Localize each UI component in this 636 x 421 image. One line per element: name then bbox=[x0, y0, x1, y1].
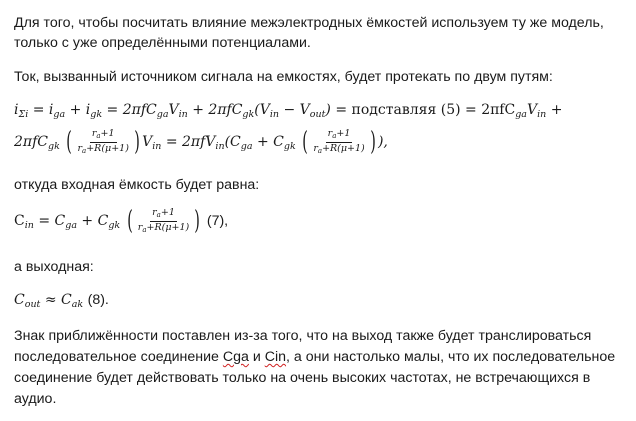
eq2-fraction-group: ( $\frac{r_a+1}{r_a+R(\mu+1)}$ ) bbox=[126, 206, 201, 236]
eq1b-plus-c: + C bbox=[252, 134, 284, 150]
eq1-substitution: = подставляя (5) = 2πfC bbox=[335, 102, 516, 118]
eq1b-start: 2πfC bbox=[14, 134, 49, 150]
eq1b-vin: V bbox=[142, 134, 153, 150]
eq2-cgk-sub: gk bbox=[108, 220, 121, 231]
frac-den-tail: +R(μ+1) bbox=[86, 142, 129, 154]
eq1-vin: V bbox=[168, 102, 179, 118]
eq1-paren-close: ) bbox=[325, 102, 331, 118]
eq1-ik-sub: gk bbox=[90, 109, 103, 120]
eq2-number: (7), bbox=[206, 213, 229, 229]
eq1-lhs: i bbox=[14, 102, 19, 118]
p5-text-c: , а они настолько малы, что их последовательное bbox=[286, 349, 616, 365]
eq2-frac-num-tail: +1 bbox=[160, 206, 175, 218]
eq1-ig-sub: ga bbox=[53, 109, 66, 120]
eq3-approx: ≈ C bbox=[40, 292, 72, 308]
eq1-paren-open: (V bbox=[254, 102, 270, 118]
eq1-term2-sub: gk bbox=[242, 109, 255, 120]
eq1-vout-sub: out bbox=[309, 109, 326, 120]
eq1-paren-vin-sub: in bbox=[269, 109, 280, 120]
frac-num-tail: +1 bbox=[100, 127, 115, 139]
eq1-vin-sub: in bbox=[178, 109, 188, 120]
frac-num-r: r bbox=[91, 127, 97, 139]
frac-num-sub: a bbox=[96, 131, 101, 140]
eq1b-fraction-2 bbox=[311, 129, 366, 156]
p5-cin-spellcheck: Cin bbox=[264, 349, 287, 365]
p5-text-a: последовательное соединение bbox=[14, 349, 223, 365]
eq1-vin-2-sub: in bbox=[537, 109, 547, 120]
paragraph-5-line-3: соединение будет действовать только на очень высоких частотах, не встречающихся в bbox=[14, 370, 591, 386]
frac2-num-r: r bbox=[327, 127, 333, 139]
frac-den-sub: a bbox=[82, 146, 87, 155]
eq1b-fraction-group-2: ( $\frac{r_a+1}{r_a+R(\mu+1)}$ ) bbox=[302, 127, 376, 157]
eq3-lhs-sub: out bbox=[24, 299, 41, 310]
paragraph-4: а выходная: bbox=[14, 259, 94, 275]
eq2-cga-sub: ga bbox=[65, 220, 77, 231]
paragraph-3: откуда входная ёмкость будет равна: bbox=[14, 177, 260, 193]
paragraph-1-line-2: только с уже определёнными потенциалами. bbox=[14, 35, 311, 51]
eq1b-fraction-1 bbox=[75, 129, 130, 156]
frac2-num-sub: a bbox=[332, 131, 337, 140]
eq3-lhs: C bbox=[14, 292, 25, 308]
paragraph-5-line-4: аудио. bbox=[14, 391, 57, 407]
equation-2 bbox=[14, 206, 228, 241]
eq1-term1-sub: ga bbox=[156, 109, 169, 120]
eq2-frac-den-sub: a bbox=[142, 225, 147, 234]
eq1-term2: + 2πfC bbox=[192, 102, 243, 118]
eq1b-closing: ), bbox=[377, 134, 388, 150]
paragraph-1-line-1: Для того, чтобы посчитать влияние межэлектродных ёмкостей используем ту же модель, bbox=[14, 15, 604, 31]
eq1-vin-2: V bbox=[526, 102, 538, 118]
eq2-plus: + C bbox=[76, 213, 109, 229]
eq2-lhs-sub: in bbox=[24, 220, 34, 231]
eq2-equals: = C bbox=[33, 213, 66, 229]
p5-cga-spellcheck: Сga bbox=[222, 349, 249, 365]
eq1b-fraction-group-1: ( $\frac{r_a+1}{r_a+R(\mu+1)}$ ) bbox=[66, 127, 140, 157]
eq2-lhs: C bbox=[14, 213, 25, 229]
eq1-ig: = i bbox=[32, 102, 54, 118]
frac2-den-sub: a bbox=[317, 146, 323, 155]
eq1-term1: = 2πfC bbox=[106, 102, 157, 118]
eq1b-equals: = 2πfV bbox=[165, 134, 216, 150]
eq1-lhs-sub: Σi bbox=[18, 109, 29, 120]
eq2-frac-den-r: r bbox=[137, 221, 143, 233]
equation-3 bbox=[14, 291, 109, 314]
eq1b-vin-sub: in bbox=[152, 141, 162, 152]
frac2-num-tail: +1 bbox=[336, 127, 351, 139]
eq2-frac-num-r: r bbox=[152, 206, 157, 218]
eq2-fraction bbox=[136, 208, 191, 235]
p5-text-b: и bbox=[248, 349, 265, 365]
eq3-rhs-sub: ak bbox=[71, 299, 84, 310]
frac2-den-r: r bbox=[313, 142, 318, 154]
eq2-frac-num-sub: a bbox=[156, 210, 161, 219]
eq1-ik: + i bbox=[69, 102, 91, 118]
frac2-den-tail: +R(μ+1) bbox=[322, 142, 365, 154]
equation-1-line-1 bbox=[14, 101, 562, 124]
eq1b-start-sub: gk bbox=[48, 141, 60, 152]
eq1b-cgk-sub: gk bbox=[283, 141, 296, 152]
eq1-trailing-plus: + bbox=[550, 102, 563, 118]
eq1b-equals-sub: in bbox=[215, 141, 225, 152]
paragraph-2: Ток, вызванный источником сигнала на емкостях, будет протекать по двум путям: bbox=[14, 69, 553, 85]
eq1b-cga-sub: ga bbox=[240, 141, 253, 152]
frac-den-r: r bbox=[77, 142, 83, 154]
paragraph-5-line-1: Знак приближённости поставлен из-за того, что на выход также будет транслироваться bbox=[14, 328, 592, 344]
eq1b-paren-c: (C bbox=[224, 134, 241, 150]
paragraph-5-line-2 bbox=[14, 348, 615, 366]
eq2-frac-den-tail: +R(μ+1) bbox=[146, 221, 190, 233]
equation-1-line-2 bbox=[14, 127, 388, 162]
eq1-minus-vout: − V bbox=[279, 102, 310, 118]
eq3-number: (8). bbox=[87, 292, 109, 308]
eq1-sub-ga: ga bbox=[515, 109, 527, 120]
